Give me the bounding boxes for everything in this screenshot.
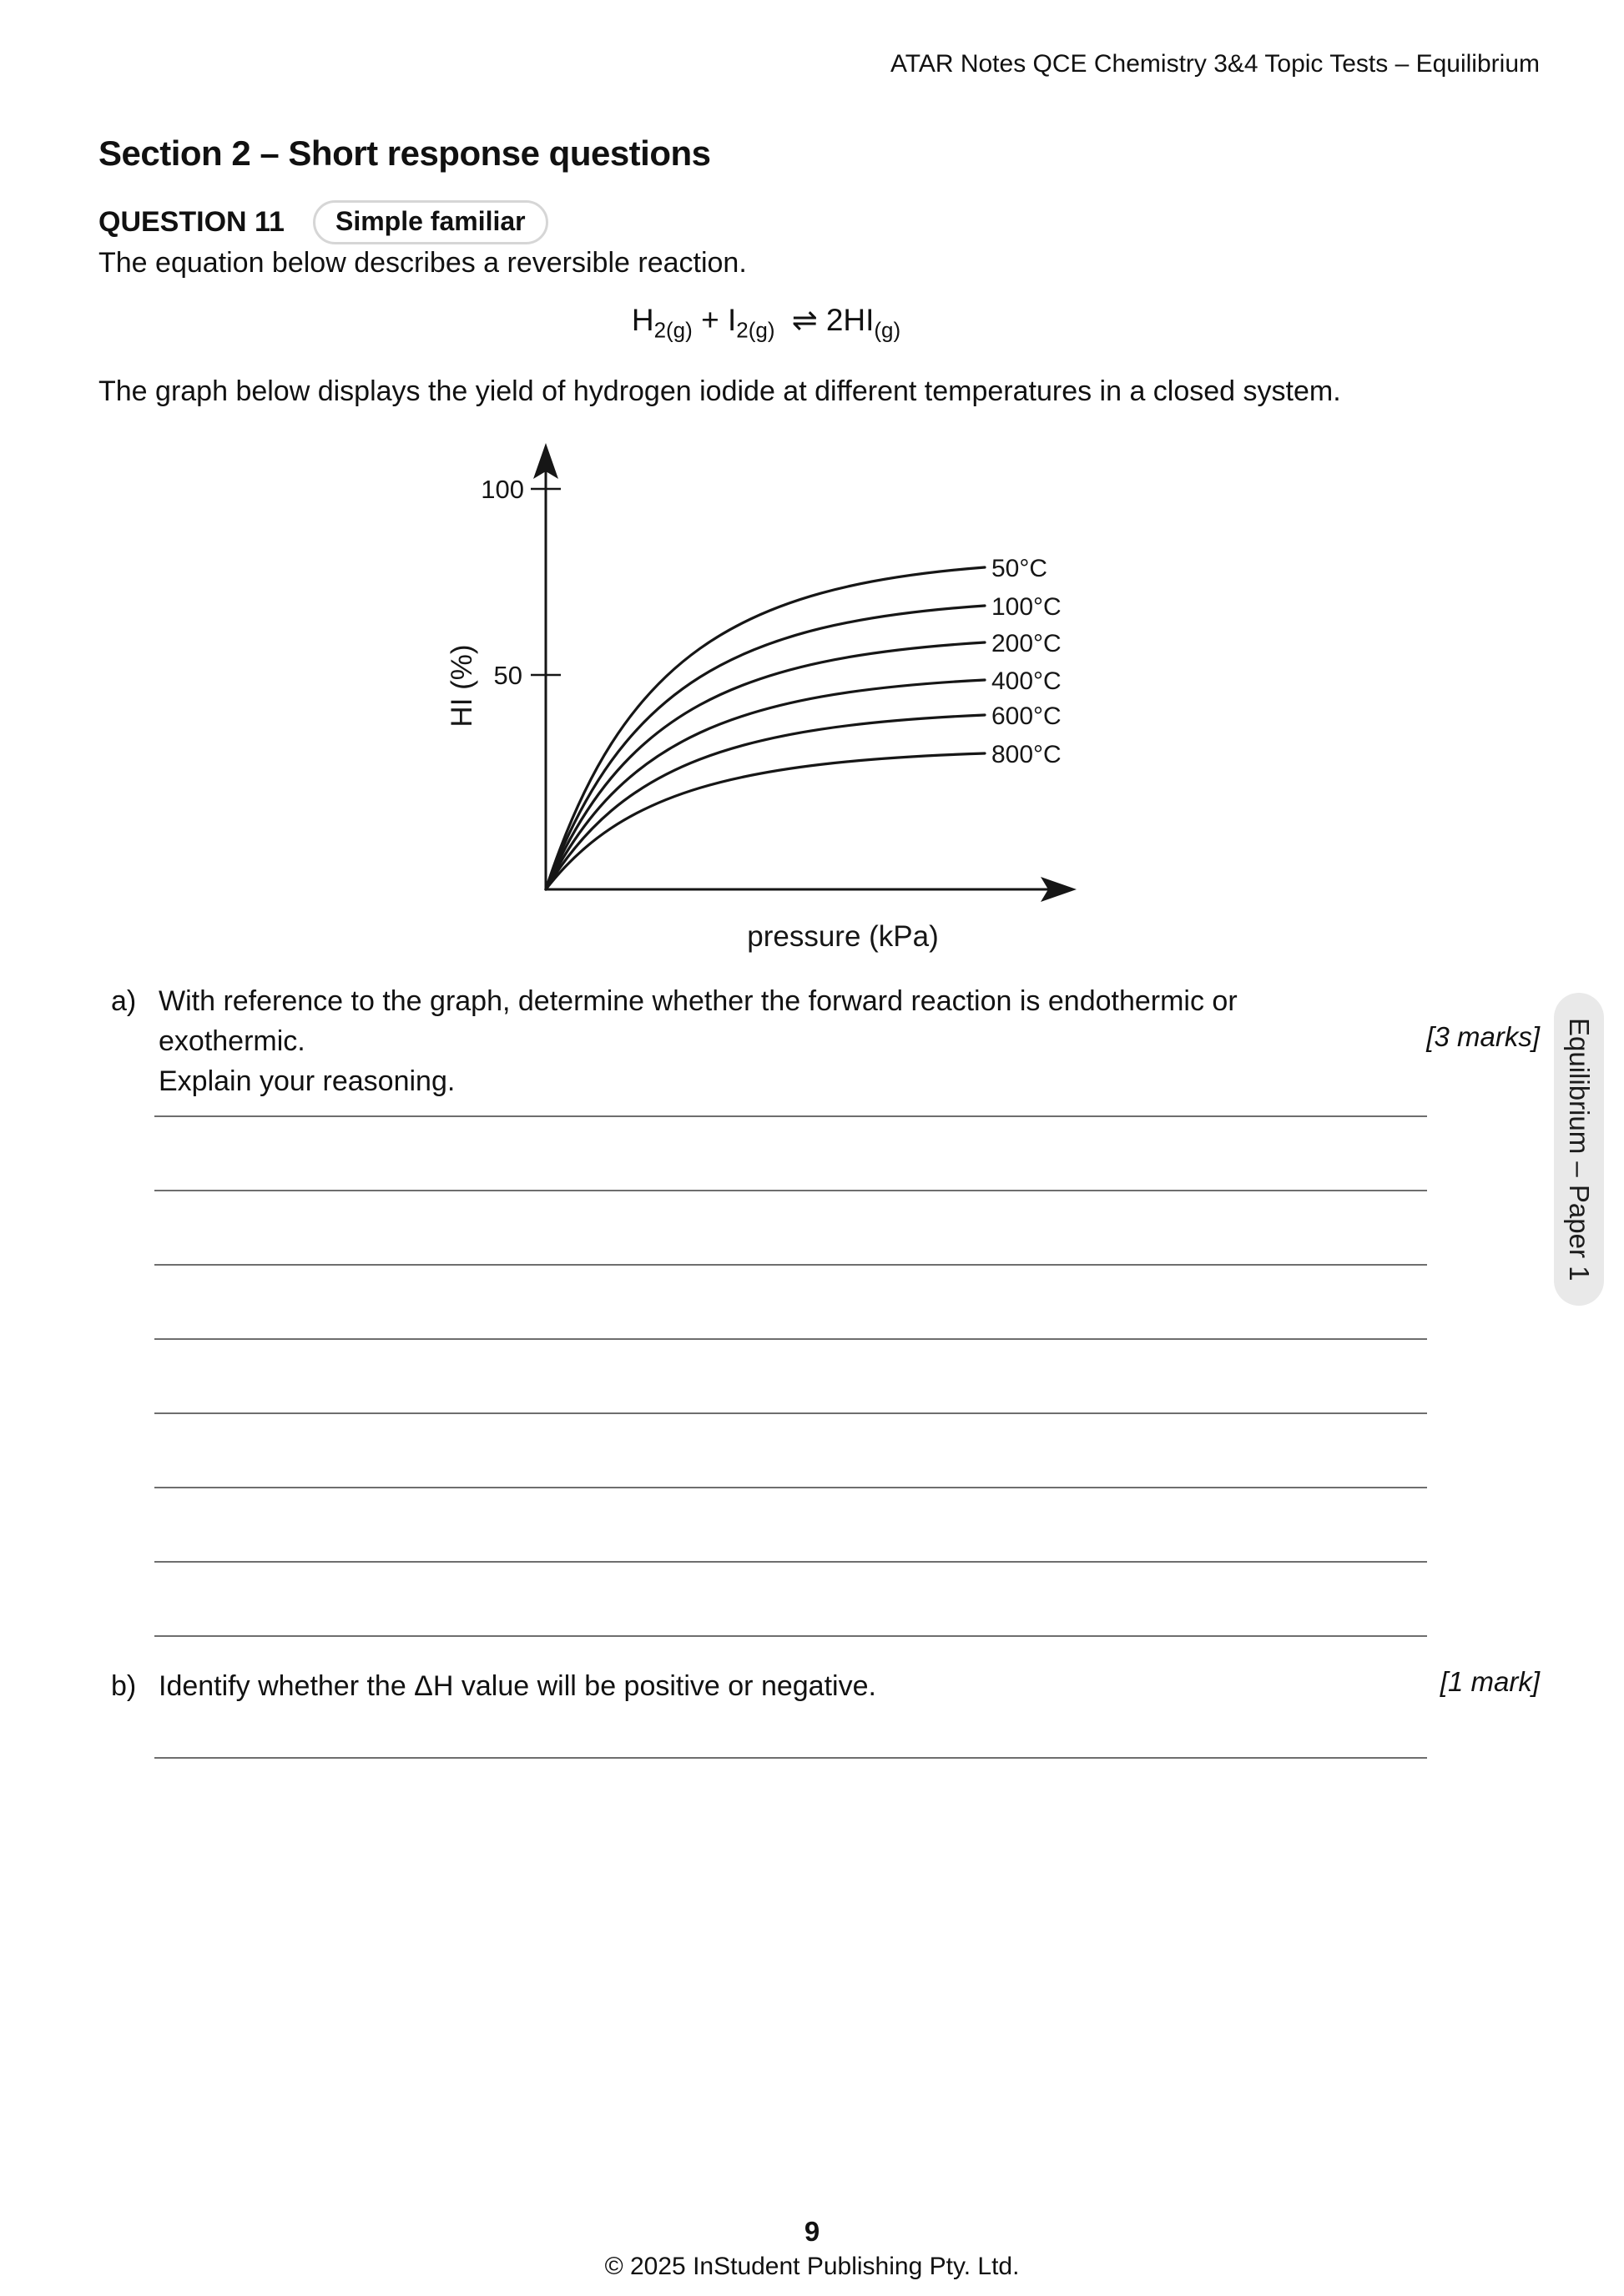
- answer-line[interactable]: [154, 1190, 1427, 1191]
- curve-200c: [546, 642, 985, 889]
- part-a-marks: [3 marks]: [1426, 1021, 1540, 1052]
- question-intro-text: The equation below describes a reversible reaction.: [98, 247, 747, 279]
- equation-reactant1-subscript: 2(g): [653, 317, 693, 343]
- page-number: 9: [804, 2216, 820, 2247]
- part-b-answer-lines: [154, 1757, 1427, 1759]
- side-tab-label: Equilibrium – Paper 1: [1564, 1017, 1595, 1281]
- question-heading-row: [98, 200, 548, 244]
- curve-800c: [546, 753, 985, 889]
- part-b-prompt: Identify whether the ΔH value will be positive or negative.: [159, 1670, 876, 1702]
- yield-vs-pressure-graph: [401, 430, 1093, 955]
- part-a-prompt-line2: Explain your reasoning.: [159, 1065, 456, 1097]
- curve-label-100c: 100°C: [991, 593, 1062, 621]
- equilibrium-arrows-icon: ⇌: [791, 303, 818, 337]
- answer-line[interactable]: [154, 1412, 1427, 1414]
- equation-product: 2HI: [825, 303, 875, 337]
- answer-line[interactable]: [154, 1635, 1427, 1637]
- answer-line[interactable]: [154, 1757, 1427, 1759]
- curve-label-400c: 400°C: [991, 667, 1062, 695]
- answer-line[interactable]: [154, 1115, 1427, 1117]
- curve-label-50c: 50°C: [991, 555, 1048, 582]
- part-b-marks: [1 mark]: [1440, 1666, 1540, 1697]
- side-tab-equilibrium-paper1: [1554, 993, 1604, 1306]
- y-tick-label-100: 100: [481, 475, 524, 504]
- chemical-equation: [98, 302, 1434, 343]
- part-b-label: b): [111, 1670, 137, 1702]
- part-a-prompt: [159, 981, 1360, 1101]
- equation-reactant2: I: [727, 303, 737, 337]
- equation-reactant1: H: [631, 303, 654, 337]
- question-number: QUESTION 11: [98, 206, 285, 238]
- answer-line[interactable]: [154, 1264, 1427, 1266]
- part-a-label: a): [111, 985, 137, 1017]
- curve-label-800c: 800°C: [991, 741, 1062, 768]
- page-header: ATAR Notes QCE Chemistry 3&4 Topic Tests – Equilibrium: [890, 50, 1540, 78]
- question-difficulty-badge: Simple familiar: [313, 200, 548, 244]
- part-a-answer-lines: [154, 1115, 1427, 1637]
- equation-plus: +: [701, 303, 719, 337]
- x-axis-label: pressure (kPa): [747, 920, 939, 953]
- graph-caption-text: The graph below displays the yield of hydrogen iodide at different temperatures in a closed system.: [98, 375, 1341, 407]
- y-tick-label-50: 50: [493, 661, 522, 690]
- answer-line[interactable]: [154, 1338, 1427, 1340]
- equation-reactant2-subscript: 2(g): [736, 317, 775, 343]
- section-title: Section 2 – Short response questions: [98, 133, 711, 173]
- equation-product-subscript: (g): [874, 317, 901, 343]
- curve-400c: [546, 680, 985, 889]
- y-axis-label: HI (%): [446, 644, 478, 728]
- copyright-notice: © 2025 InStudent Publishing Pty. Ltd.: [604, 2253, 1020, 2280]
- curve-50c: [546, 567, 985, 889]
- part-a-prompt-line1: With reference to the graph, determine whether the forward reaction is endothermic or exothermic.: [159, 985, 1238, 1057]
- curve-label-200c: 200°C: [991, 630, 1062, 657]
- curve-label-600c: 600°C: [991, 702, 1062, 730]
- answer-line[interactable]: [154, 1561, 1427, 1563]
- answer-line[interactable]: [154, 1487, 1427, 1488]
